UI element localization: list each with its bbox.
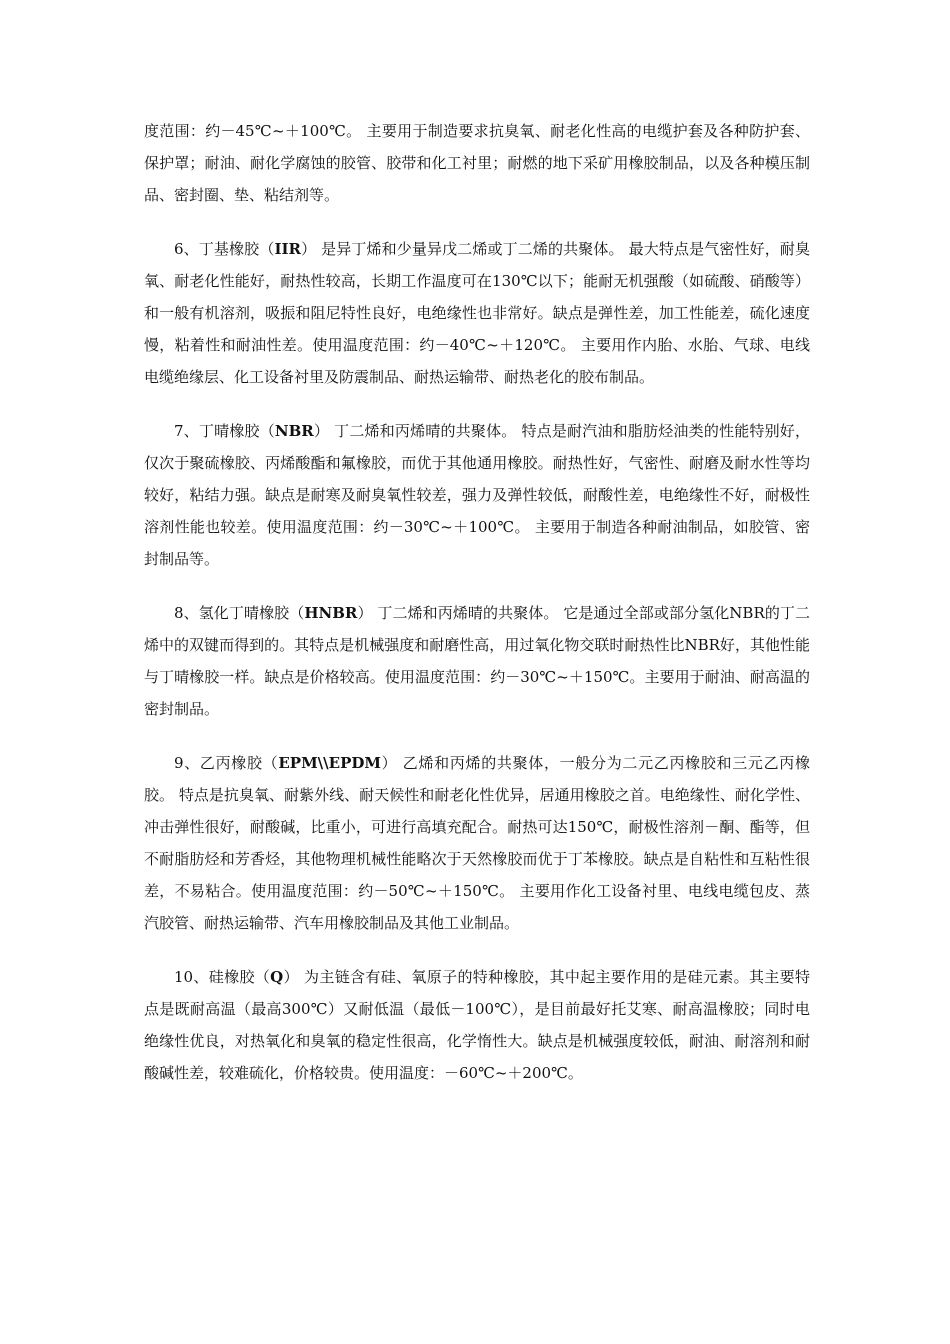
paragraph-silicone xyxy=(144,961,810,1089)
paragraph-prefix: 9、乙丙橡胶（ xyxy=(174,754,279,772)
paragraph-iir xyxy=(144,233,810,393)
paragraph-text: ） 丁二烯和丙烯晴的共聚体。 特点是耐汽油和脂肪烃油类的性能特别好，仅次于聚硫橡胶、丙烯酸酯和氟橡胶，而优于其他通用橡胶。耐热性好，气密性、耐磨及耐水性等均较好，粘结力强。缺点是耐寒及耐臭氧性较差，强力及弹性较低，耐酸性差，电绝缘性不好，耐极性溶剂性能也较差。使用温度范围：约－30℃~＋100℃。 主要用于制造各种耐油制品，如胶管、密封制品等。 xyxy=(144,422,810,568)
paragraph-prefix: 8、氢化丁晴橡胶（ xyxy=(174,604,305,622)
paragraph-text: ） 为主链含有硅、氧原子的特种橡胶，其中起主要作用的是硅元素。其主要特点是既耐高温（最高300℃）又耐低温（最低－100℃），是目前最好托艾寒、耐高温橡胶；同时电绝缘性优良，对热氧化和臭氧的稳定性很高，化学惰性大。缺点是机械强度较低，耐油、耐溶剂和耐酸碱性差，较难硫化，价格较贵。使用温度：－60℃~＋200℃。 xyxy=(144,968,810,1082)
paragraph-hnbr xyxy=(144,597,810,725)
rubber-code-label: Q xyxy=(270,968,284,986)
paragraph-text: ） 是异丁烯和少量异戊二烯或丁二烯的共聚体。 最大特点是气密性好，耐臭氧、耐老化性能好，耐热性较高，长期工作温度可在130℃以下；能耐无机强酸（如硫酸、硝酸等）和一般有机溶剂，吸振和阻尼特性良好，电绝缘性也非常好。缺点是弹性差，加工性能差，硫化速度慢，粘着性和耐油性差。使用温度范围：约－40℃~＋120℃。 主要用作内胎、水胎、气球、电线电缆绝缘层、化工设备衬里及防震制品、耐热运输带、耐热老化的胶布制品。 xyxy=(144,240,810,386)
paragraph-intro xyxy=(144,115,810,211)
paragraph-prefix: 10、硅橡胶（ xyxy=(174,968,271,986)
paragraph-epdm xyxy=(144,747,810,939)
document-body xyxy=(144,115,810,1111)
paragraph-text: 度范围：约－45℃~＋100℃。 主要用于制造要求抗臭氧、耐老化性高的电缆护套及各种防护套、保护罩；耐油、耐化学腐蚀的胶管、胶带和化工衬里；耐燃的地下采矿用橡胶制品，以及各种模压制品、密封圈、垫、粘结剂等。 xyxy=(144,122,810,204)
paragraph-text: ） 丁二烯和丙烯晴的共聚体。 它是通过全部或部分氢化NBR的丁二烯中的双键而得到的。其特点是机械强度和耐磨性高，用过氧化物交联时耐热性比NBR好，其他性能与丁晴橡胶一样。缺点是价格较高。使用温度范围：约－30℃~＋150℃。主要用于耐油、耐高温的密封制品。 xyxy=(144,604,811,718)
rubber-code-label: NBR xyxy=(274,422,314,440)
paragraph-text: ） 乙烯和丙烯的共聚体，一般分为二元乙丙橡胶和三元乙丙橡胶。 特点是抗臭氧、耐紫外线、耐天候性和耐老化性优异，居通用橡胶之首。电绝缘性、耐化学性、冲击弹性很好，耐酸碱，比重小，可进行高填充配合。耐热可达150℃，耐极性溶剂－酮、酯等，但不耐脂肪烃和芳香烃，其他物理机械性能略次于天然橡胶而优于丁苯橡胶。缺点是自粘性和互粘性很差，不易粘合。使用温度范围：约－50℃~＋150℃。 主要用作化工设备衬里、电线电缆包皮、蒸汽胶管、耐热运输带、汽车用橡胶制品及其他工业制品。 xyxy=(144,754,810,932)
paragraph-prefix: 6、丁基橡胶（ xyxy=(174,240,275,258)
paragraph-nbr xyxy=(144,415,810,575)
rubber-code-label: EPM\\EPDM xyxy=(278,754,381,772)
rubber-code-label: IIR xyxy=(274,240,301,258)
rubber-code-label: HNBR xyxy=(304,604,358,622)
paragraph-prefix: 7、丁晴橡胶（ xyxy=(174,422,275,440)
